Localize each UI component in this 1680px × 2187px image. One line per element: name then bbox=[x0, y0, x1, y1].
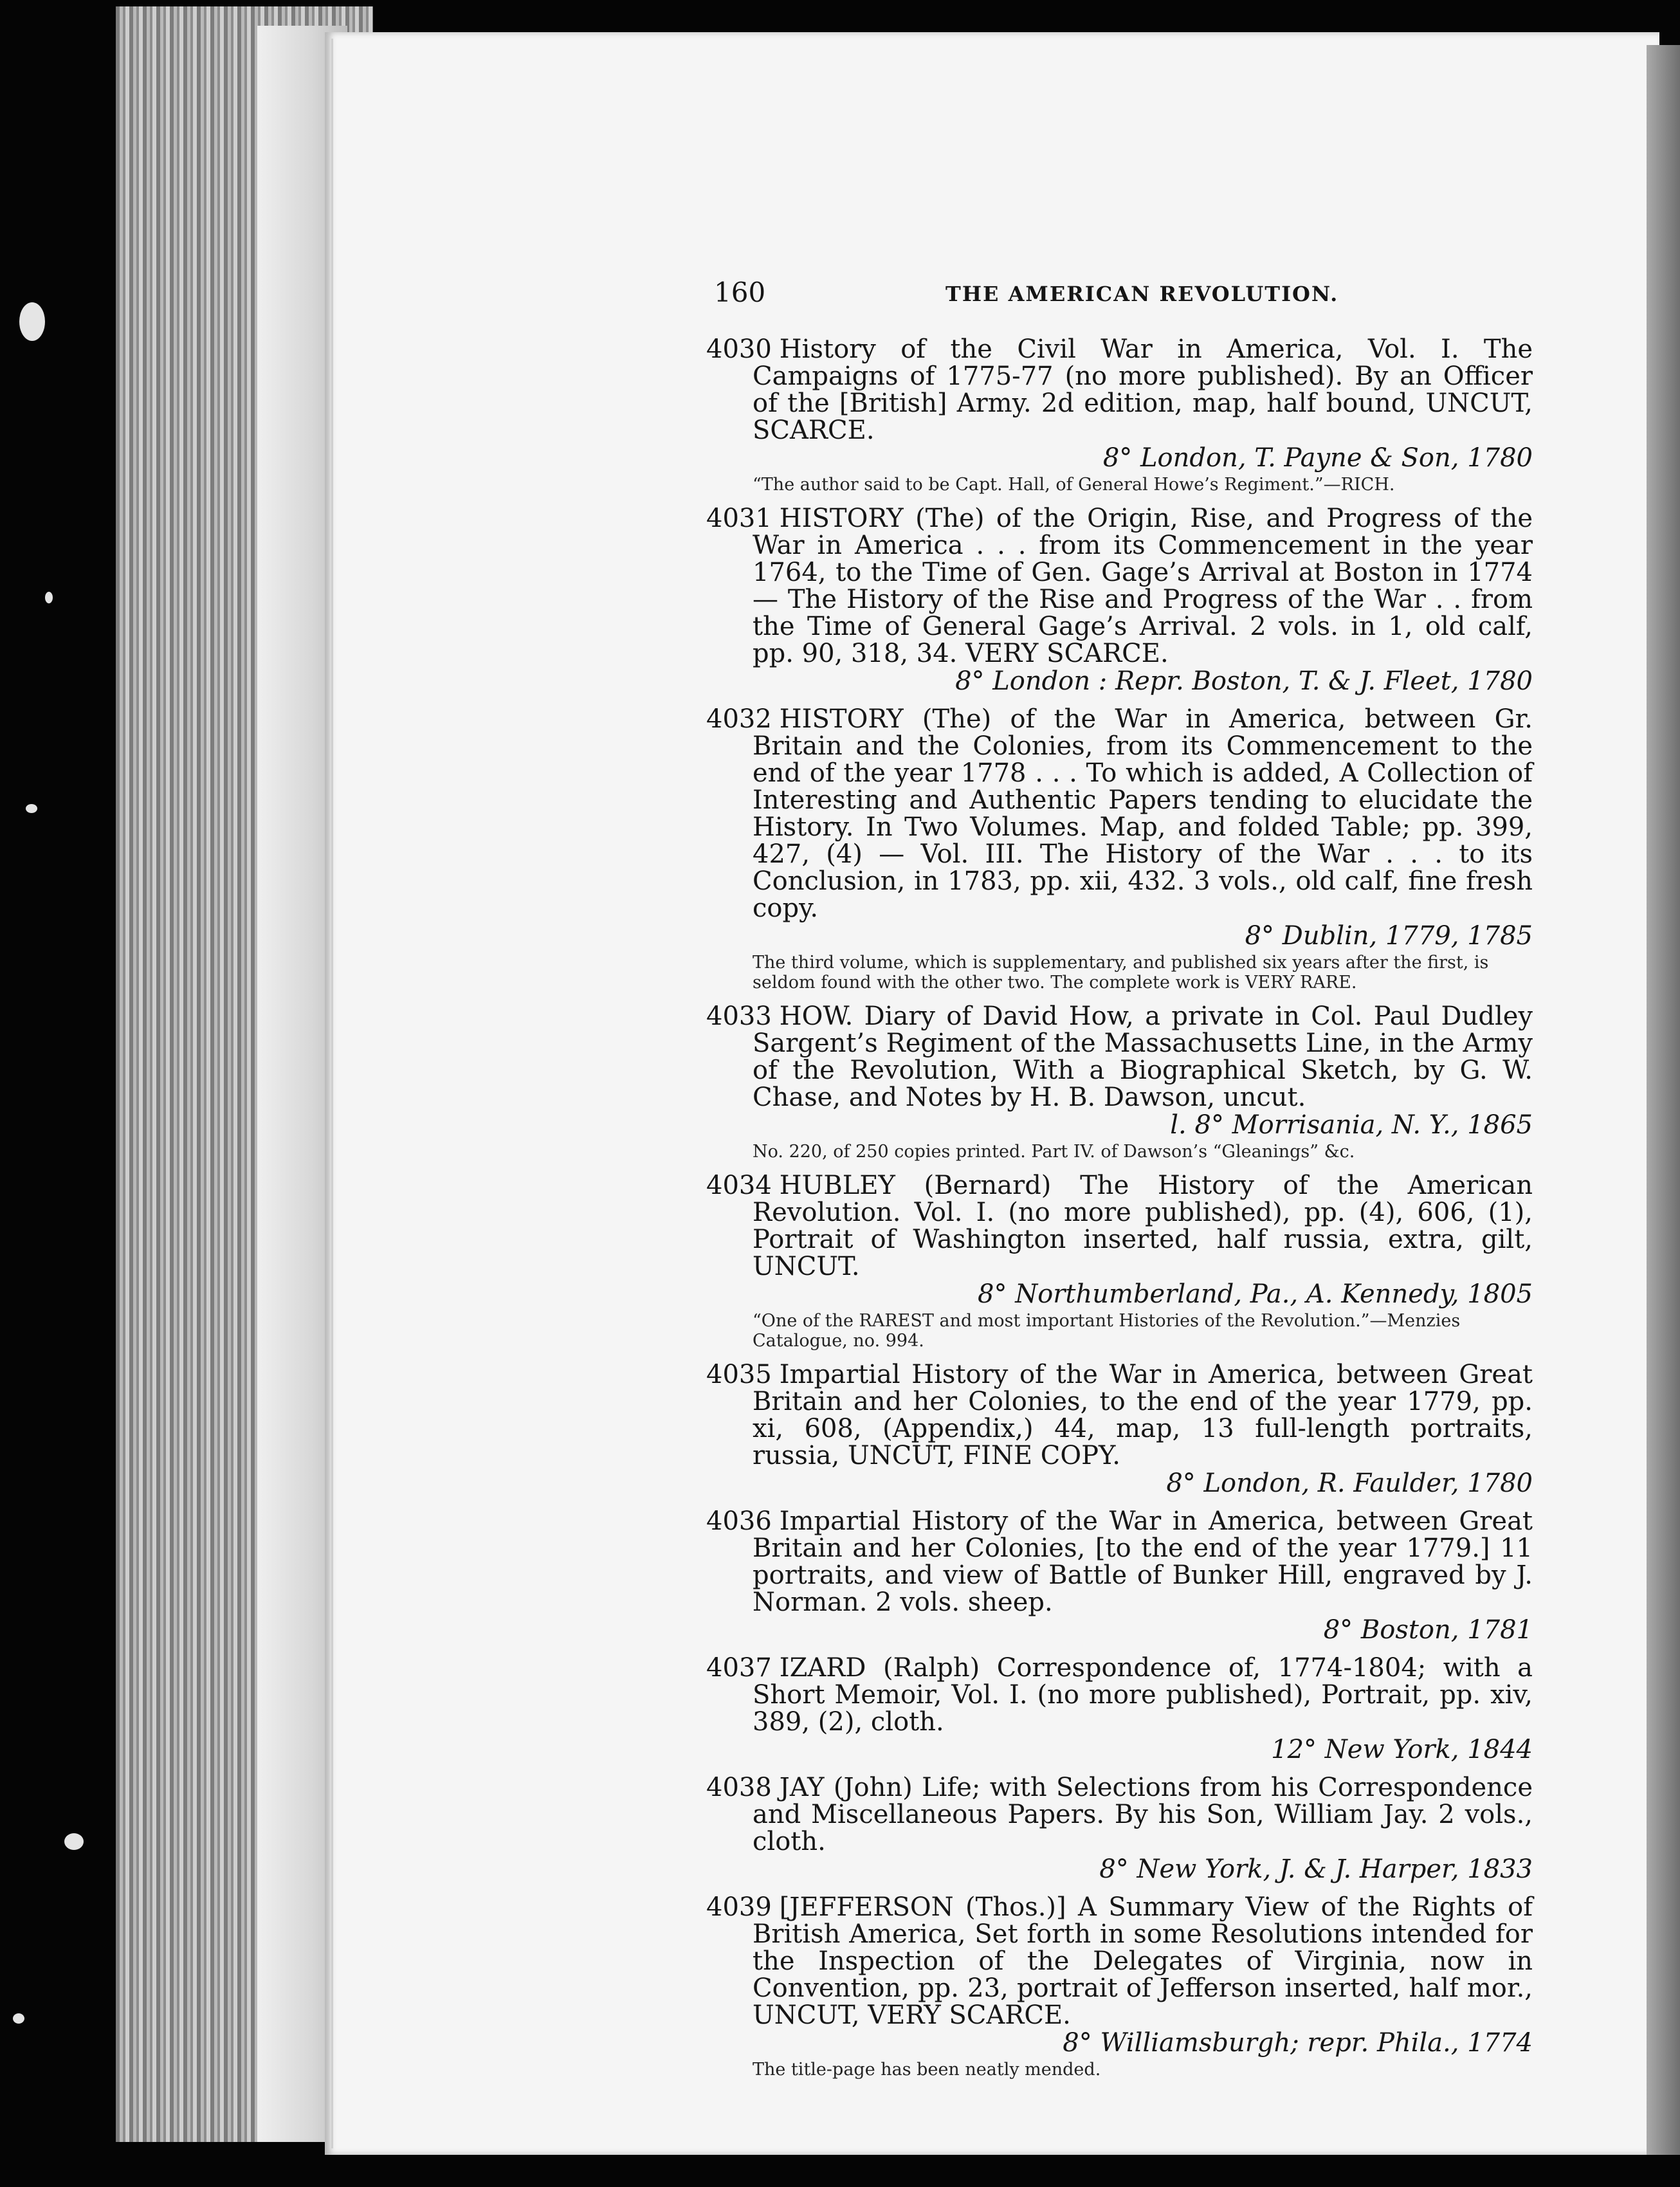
entry-body bbox=[706, 1894, 1533, 2029]
entry-text: [JEFFERSON (Thos.)] A Summary View of the Rights of British America, Set forth in some Resolutions intended for the Inspection of the Delegates of Virginia, now in Convention, pp. 23, portrait of Jefferson inserted, half mor., UNCUT, VERY SCARCE. bbox=[753, 1892, 1533, 2030]
catalogue-entry bbox=[706, 1003, 1533, 1162]
dust-speck bbox=[45, 592, 53, 603]
running-head bbox=[714, 277, 1534, 322]
running-title: THE AMERICAN REVOLUTION. bbox=[945, 282, 1339, 306]
entry-text: HISTORY (The) of the War in America, between Gr. Britain and the Colonies, from its Commencement to the end of the year 1778 . . . To which is added, A Collection of Interesting and Authentic Papers tending to elucidate the History. In Two Volumes. Map, and folded Table; pp. 399, 427, (4) — Vol. III. The History of the War . . . to its Conclusion, in 1783, pp. xii, 432. 3 vols., old calf, fine fresh copy. bbox=[753, 704, 1533, 923]
entry-imprint: l. 8° Morrisania, N. Y., 1865 bbox=[1170, 1110, 1533, 1140]
catalogue-entry bbox=[706, 505, 1533, 695]
entry-number: 4032 bbox=[706, 704, 772, 734]
entry-imprint: 8° London, T. Payne & Son, 1780 bbox=[1102, 443, 1533, 473]
dust-speck bbox=[64, 1833, 84, 1850]
dust-speck bbox=[19, 302, 45, 341]
entry-imprint: 8° Williamsburgh; repr. Phila., 1774 bbox=[1063, 2028, 1533, 2058]
entry-imprint: 8° Boston, 1781 bbox=[1323, 1615, 1533, 1645]
entry-body bbox=[706, 1508, 1533, 1616]
entry-note: No. 220, of 250 copies printed. Part IV. of Dawson’s “Gleanings” &c. bbox=[753, 1142, 1355, 1162]
entry-number: 4038 bbox=[706, 1773, 772, 1802]
entry-number: 4035 bbox=[706, 1360, 772, 1389]
catalogue-entry bbox=[706, 1508, 1533, 1644]
entry-body bbox=[706, 1654, 1533, 1735]
entry-text: HOW. Diary of David How, a private in Col. Paul Dudley Sargent’s Regiment of the Massachusetts Line, in the Army of the Revolution, With a Biographical Sketch, by G. W. Chase, and Notes by H. B. Dawson, uncut. bbox=[753, 1002, 1533, 1112]
entry-note: “The author said to be Capt. Hall, of General Howe’s Regiment.”—RICH. bbox=[753, 475, 1395, 495]
entry-number: 4031 bbox=[706, 504, 772, 533]
entry-text: Impartial History of the War in America, between Great Britain and her Colonies, to the end of the year 1779, pp. xi, 608, (Appendix,) 44, map, 13 full-length portraits, russia, UNCUT, FINE COPY. bbox=[753, 1360, 1533, 1470]
entry-text: HUBLEY (Bernard) The History of the American Revolution. Vol. I. (no more published), pp. (4), 606, (1), Portrait of Washington inserted, half russia, extra, gilt, UNCUT. bbox=[753, 1171, 1533, 1281]
dust-speck bbox=[13, 2013, 24, 2024]
page-number: 160 bbox=[714, 277, 766, 308]
entry-body bbox=[706, 1361, 1533, 1469]
entry-imprint: 8° London : Repr. Boston, T. & J. Fleet, 1780 bbox=[955, 666, 1533, 696]
catalogue-entry bbox=[706, 706, 1533, 993]
entry-body bbox=[706, 505, 1533, 667]
entry-note: The third volume, which is supplementary, and published six years after the first, is seldom found with the other two. The complete work is VERY RARE. bbox=[753, 953, 1489, 993]
entry-body bbox=[706, 336, 1533, 444]
entry-number: 4033 bbox=[706, 1002, 772, 1031]
catalogue-entry bbox=[706, 1361, 1533, 1497]
entry-text: Impartial History of the War in America, between Great Britain and her Colonies, [to the end of the year 1779.] 11 portraits, and view of Battle of Bunker Hill, engraved by J. Norman. 2 vols. sheep. bbox=[753, 1506, 1533, 1617]
entry-imprint: 8° Northumberland, Pa., A. Kennedy, 1805 bbox=[978, 1279, 1533, 1309]
entry-imprint: 8° Dublin, 1779, 1785 bbox=[1245, 921, 1533, 951]
catalogue-entry bbox=[706, 336, 1533, 495]
right-page-edge bbox=[1647, 45, 1680, 2155]
entry-body bbox=[706, 1172, 1533, 1280]
entry-body bbox=[706, 1774, 1533, 1855]
entry-body bbox=[706, 706, 1533, 922]
dust-speck bbox=[26, 804, 37, 813]
catalogue-entry bbox=[706, 1654, 1533, 1764]
catalogue-entry bbox=[706, 1774, 1533, 1883]
catalogue-entries bbox=[706, 336, 1533, 2090]
entry-number: 4037 bbox=[706, 1653, 772, 1683]
catalogue-entry bbox=[706, 1894, 1533, 2080]
catalogue-entry bbox=[706, 1172, 1533, 1351]
entry-text: History of the Civil War in America, Vol. I. The Campaigns of 1775-77 (no more published). By an Officer of the [British] Army. 2d edition, map, half bound, UNCUT, SCARCE. bbox=[753, 334, 1533, 445]
entry-imprint: 8° London, R. Faulder, 1780 bbox=[1166, 1469, 1533, 1498]
entry-body bbox=[706, 1003, 1533, 1111]
entry-note: “One of the RAREST and most important Histories of the Revolution.”—Menzies Catalogue, no. 994. bbox=[753, 1311, 1461, 1351]
entry-note: The title-page has been neatly mended. bbox=[753, 2060, 1101, 2080]
entry-text: JAY (John) Life; with Selections from his Correspondence and Miscellaneous Papers. By his Son, William Jay. 2 vols., cloth. bbox=[753, 1773, 1533, 1856]
entry-imprint: 12° New York, 1844 bbox=[1271, 1735, 1533, 1764]
entry-number: 4039 bbox=[706, 1892, 772, 1922]
entry-text: IZARD (Ralph) Correspondence of, 1774-1804; with a Short Memoir, Vol. I. (no more published), Portrait, pp. xiv, 389, (2), cloth. bbox=[753, 1653, 1533, 1737]
entry-text: HISTORY (The) of the Origin, Rise, and Progress of the War in America . . . from its Commencement in the year 1764, to the Time of Gen. Gage’s Arrival at Boston in 1774 — The History of the Rise and Progress of the War . . from the Time of General Gage’s Arrival. 2 vols. in 1, old calf, pp. 90, 318, 34. VERY SCARCE. bbox=[753, 504, 1533, 668]
entry-number: 4036 bbox=[706, 1506, 772, 1536]
entry-number: 4030 bbox=[706, 334, 772, 364]
entry-imprint: 8° New York, J. & J. Harper, 1833 bbox=[1099, 1854, 1533, 1884]
entry-number: 4034 bbox=[706, 1171, 772, 1200]
